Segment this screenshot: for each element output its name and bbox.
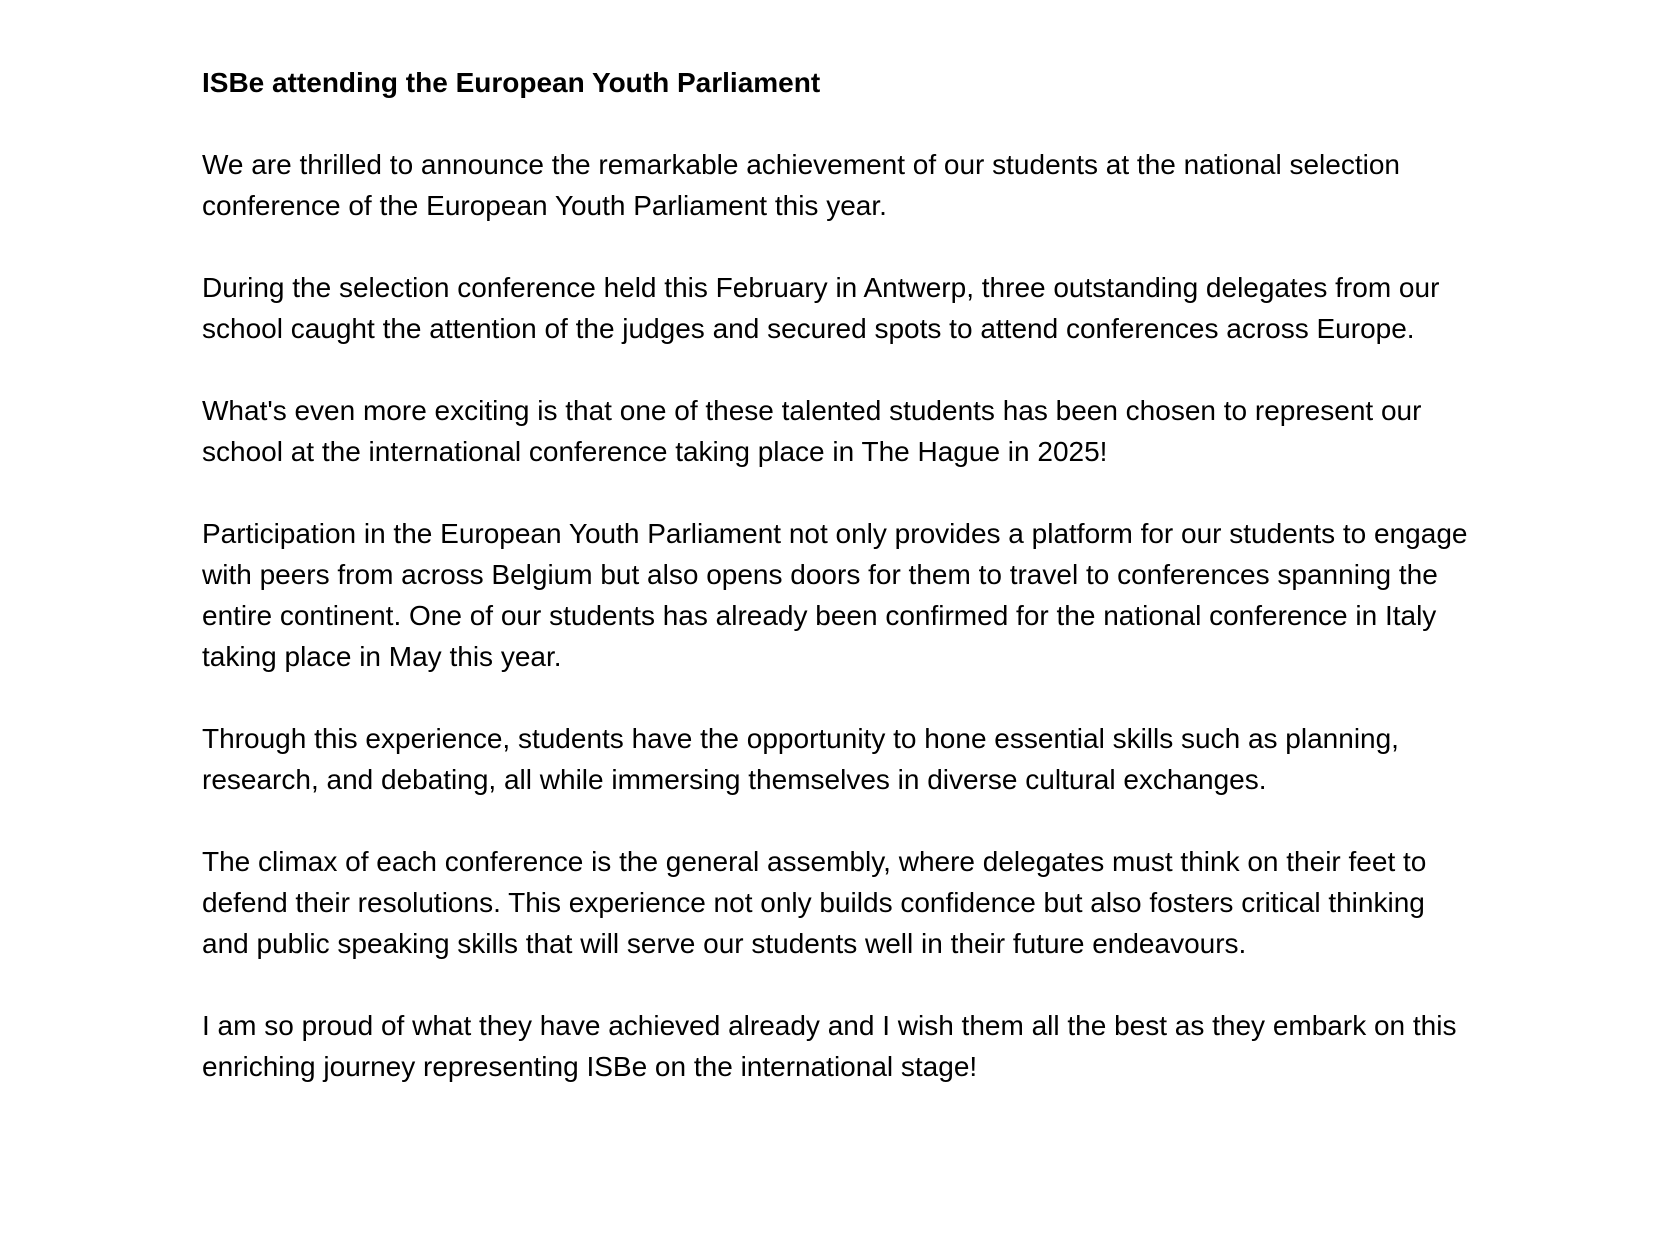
document-page — [202, 62, 1472, 1087]
paragraph-general-assembly: The climax of each conference is the general assembly, where delegates must think on their feet to defend their resolutions. This experience not only builds confidence but also fosters critical thinking and public speaking skills that will serve our students well in their future endeavours. — [202, 846, 1427, 959]
paragraph-announcement: We are thrilled to announce the remarkable achievement of our students at the national selection conference of the European Youth Parliament this year. — [202, 149, 1400, 221]
paragraph-skills: Through this experience, students have the opportunity to hone essential skills such as planning, research, and debating, all while immersing themselves in diverse cultural exchanges. — [202, 723, 1399, 795]
document-title: ISBe attending the European Youth Parliament — [202, 67, 821, 98]
paragraph-international-conference: What's even more exciting is that one of these talented students has been chosen to represent our school at the international conference taking place in The Hague in 2025! — [202, 395, 1422, 467]
paragraph-closing: I am so proud of what they have achieved already and I wish them all the best as they embark on this enriching journey representing ISBe on the international stage! — [202, 1010, 1457, 1082]
paragraph-selection-conference: During the selection conference held this February in Antwerp, three outstanding delegates from our school caught the attention of the judges and secured spots to attend conferences across Europe. — [202, 272, 1440, 344]
paragraph-participation: Participation in the European Youth Parliament not only provides a platform for our students to engage with peers from across Belgium but also opens doors for them to travel to conferences spanning the entire continent. One of our students has already been confirmed for the national conference in Italy taking place in May this year. — [202, 518, 1468, 672]
